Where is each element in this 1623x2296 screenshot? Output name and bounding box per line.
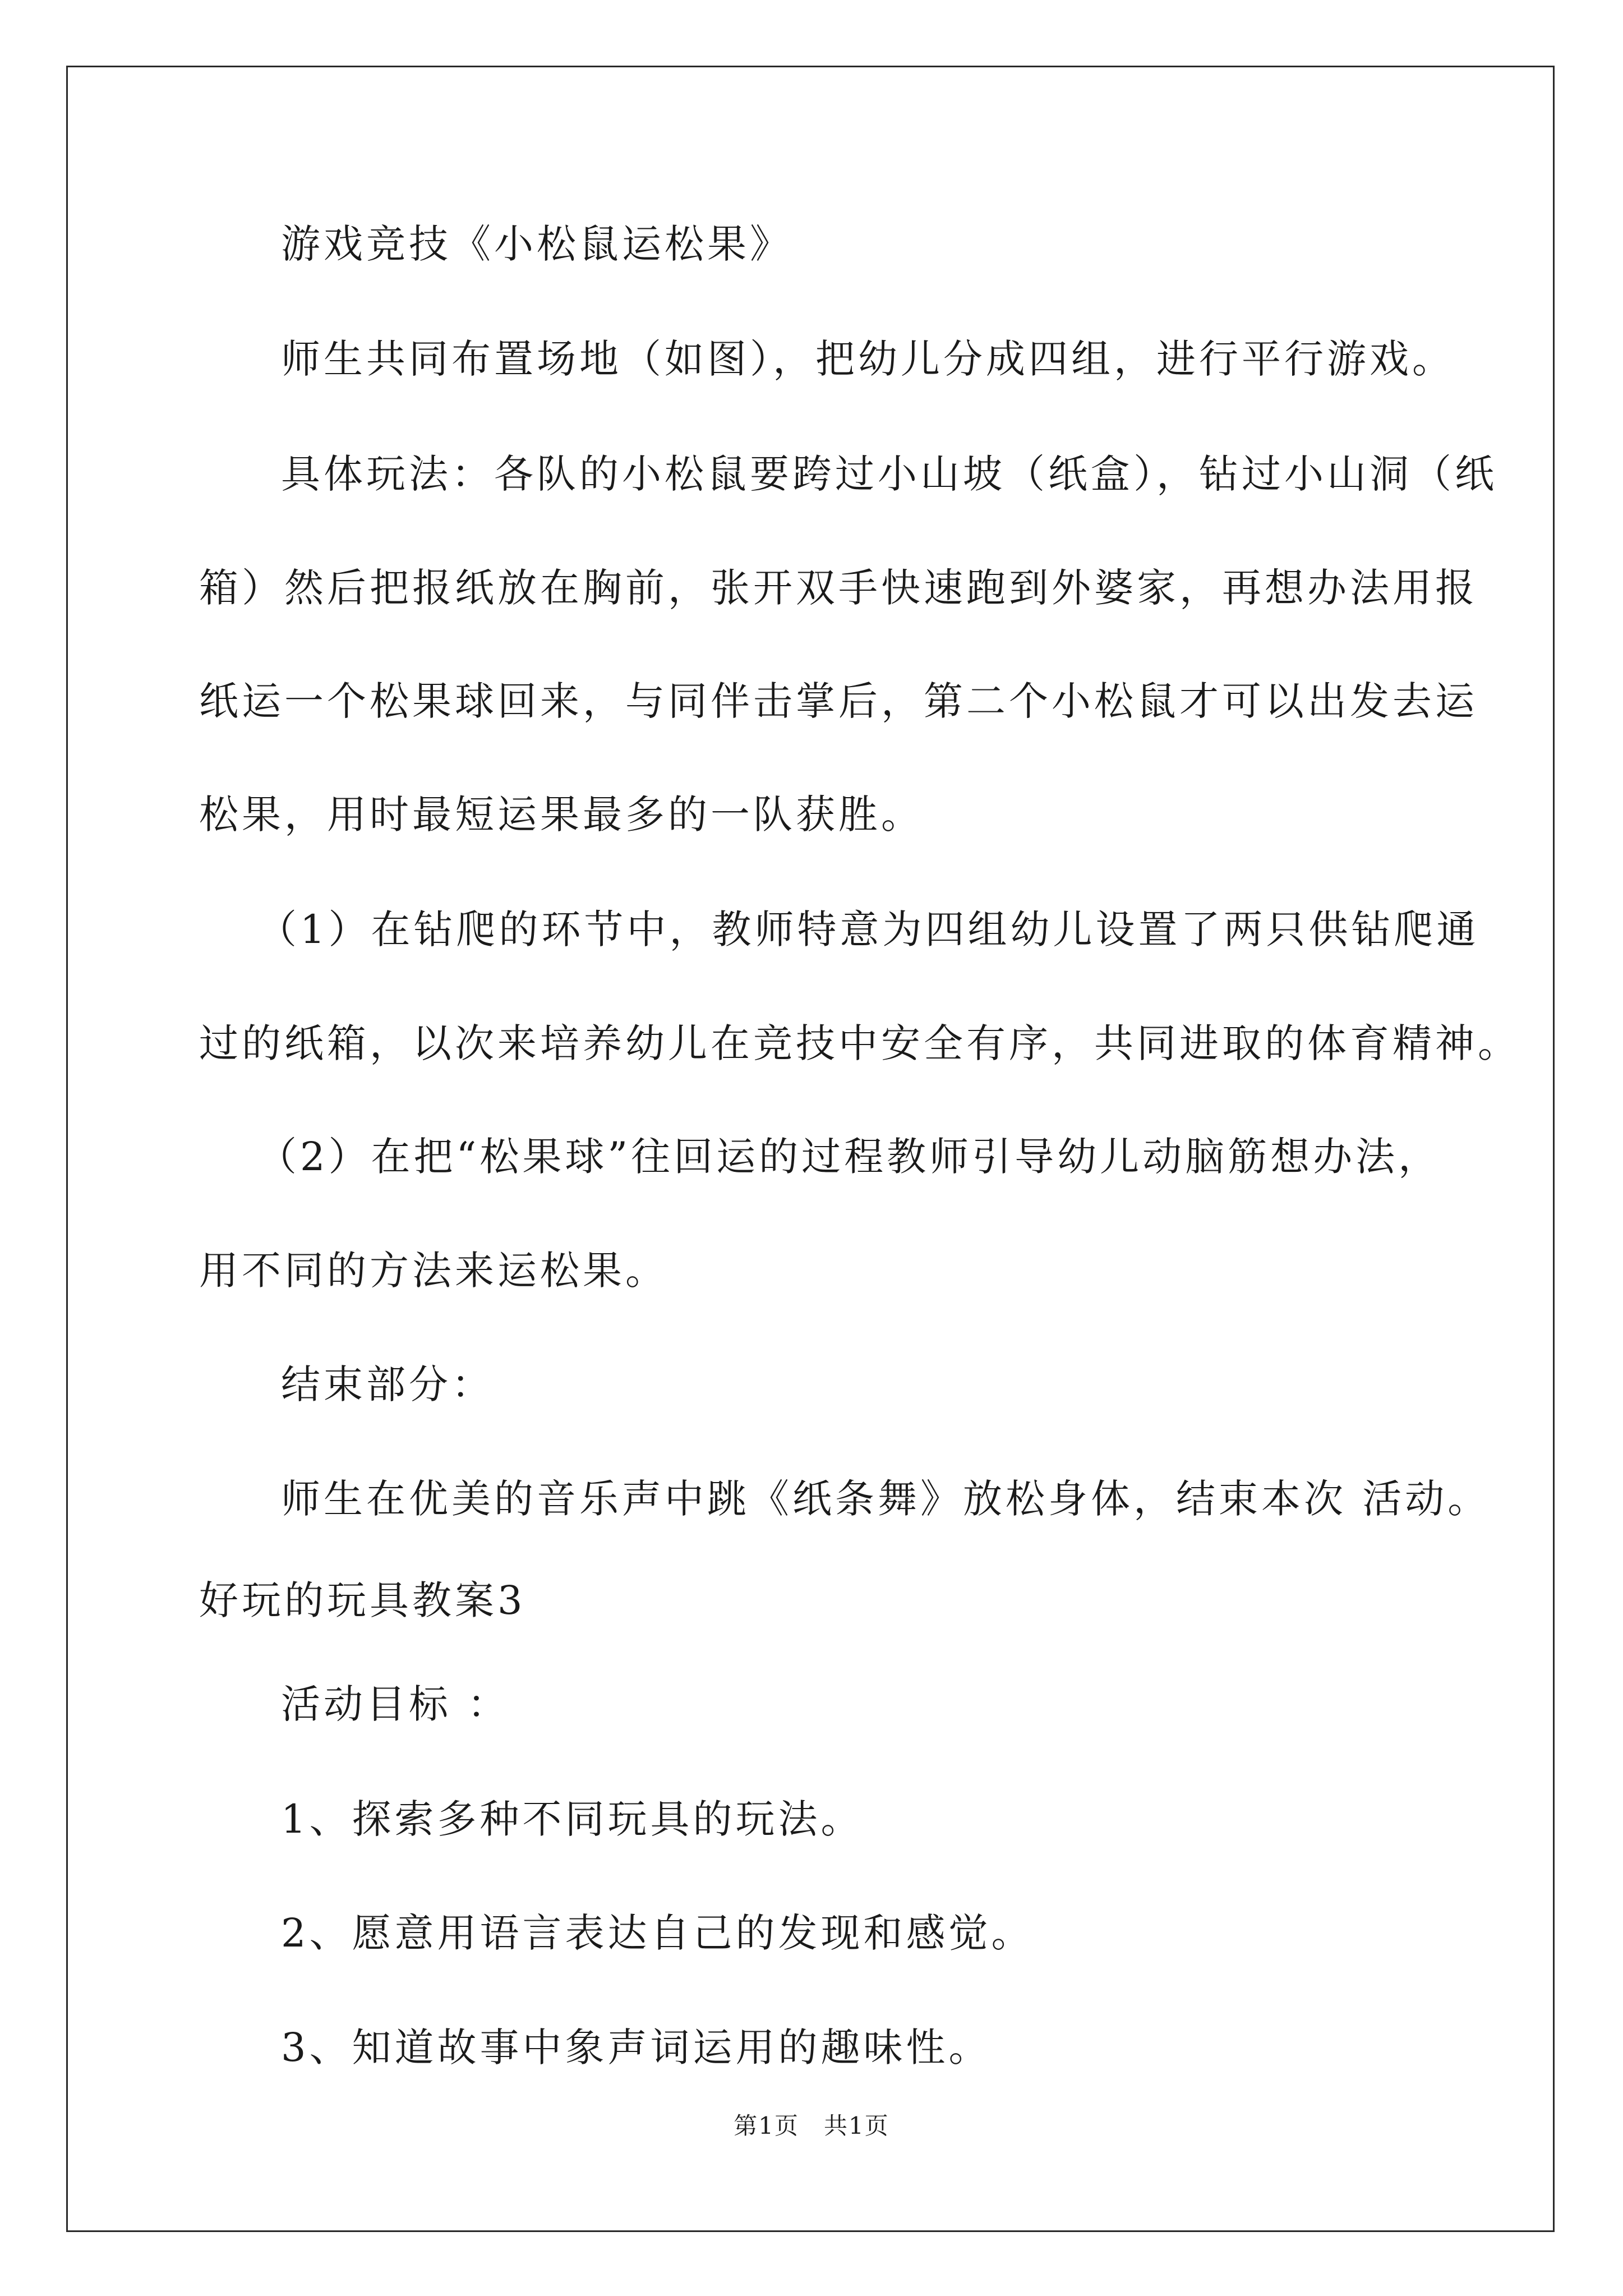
paragraph-line: 师生共同布置场地（如图），把幼儿分成四组，进行平行游戏。: [281, 336, 1455, 382]
paragraph-line: 具体玩法：各队的小松鼠要跨过小山坡（纸盒），钻过小山洞（纸: [281, 451, 1497, 497]
section-heading: 游戏竞技《小松鼠运松果》: [281, 221, 792, 267]
list-item: 2、愿意用语言表达自己的发现和感觉。: [281, 1910, 1034, 1956]
paragraph-line: 纸运一个松果球回来，与同伴击掌后，第二个小松鼠才可以出发去运: [199, 678, 1478, 724]
paragraph-line: （1）在钻爬的环节中，教师特意为四组幼儿设置了两只供钻爬通: [257, 907, 1479, 953]
paragraph-line: 松果，用时最短运果最多的一队获胜。: [199, 792, 924, 838]
paragraph-line: 过的纸箱，以次来培养幼儿在竞技中安全有序，共同进取的体育精神。: [199, 1020, 1520, 1066]
section-heading: 活动目标 ：: [281, 1681, 510, 1727]
paragraph-line: 用不同的方法来运松果。: [199, 1248, 668, 1294]
paragraph-line: （2）在把“松果球”往回运的过程教师引导幼儿动脑筋想办法，: [257, 1134, 1441, 1180]
paragraph-line: 箱）然后把报纸放在胸前，张开双手快速跑到外婆家，再想办法用报: [199, 565, 1478, 611]
list-item: 1、探索多种不同玩具的玩法。: [281, 1796, 864, 1842]
section-heading: 结束部分：: [281, 1361, 494, 1407]
section-title: 好玩的玩具教案3: [199, 1577, 526, 1623]
list-item: 3、知道故事中象声词运用的趣味性。: [281, 2024, 992, 2070]
paragraph-line: 师生在优美的音乐声中跳《纸条舞》放松身体，结束本次 活动。: [281, 1476, 1491, 1522]
page-number-footer: 第1页 共1页: [734, 2112, 889, 2139]
